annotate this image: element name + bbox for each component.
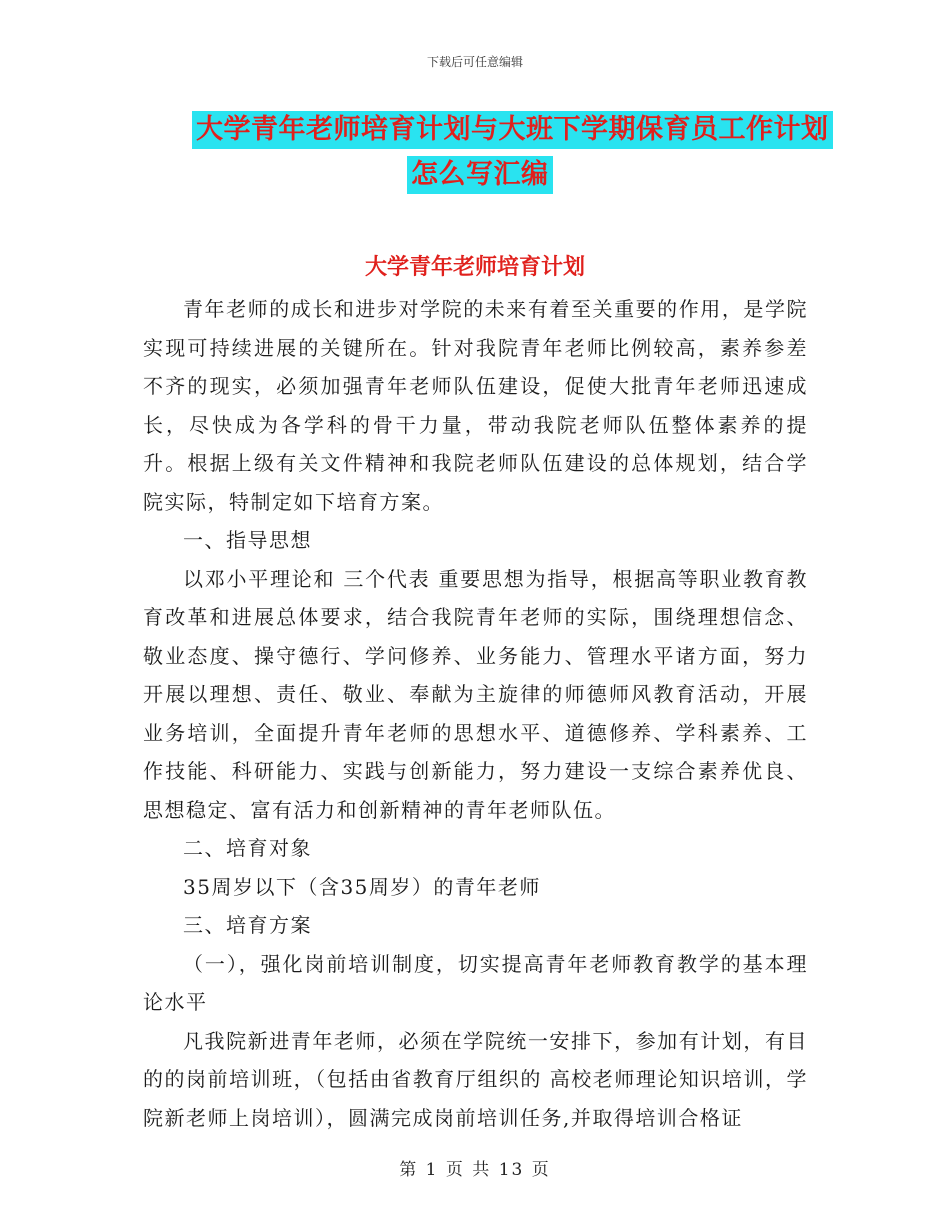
document-title-line-2: 怎么写汇编 <box>407 156 553 194</box>
document-body <box>143 290 808 1137</box>
guiding-ideology-paragraph: 以邓小平理论和 三个代表 重要思想为指导，根据高等职业教育教育改革和进展总体要求，结合我院青年老师的实际，围绕理想信念、敬业态度、操守德行、学问修养、业务能力、管理水平诸方面，努力开展以理想、责任、敬业、奉献为主旋律的师德师风教育活动，开展业务培训，全面提升青年老师的思想水平、道德修养、学科素养、工作技能、科研能力、实践与创新能力，努力建设一支综合素养优良、思想稳定、富有活力和创新精神的青年老师队伍。 <box>143 566 808 822</box>
intro-paragraph: 青年老师的成长和进步对学院的未来有着至关重要的作用，是学院实现可持续进展的关键所在。针对我院青年老师比例较高，素养参差不齐的现实，必须加强青年老师队伍建设，促使大批青年老师迅速成长，尽快成为各学科的骨干力量，带动我院老师队伍整体素养的提升。根据上级有关文件精神和我院老师队伍建设的总体规划，结合学院实际，特制定如下培育方案。 <box>143 297 808 514</box>
heading-training-target: 二、培育对象 <box>183 836 312 860</box>
header-note: 下载后可任意编辑 <box>426 55 523 69</box>
document-title-line-1: 大学青年老师培育计划与大班下学期保育员工作计划 <box>192 111 833 149</box>
training-target-paragraph: 35周岁以下（含35周岁）的青年老师 <box>183 874 541 899</box>
plan-item-1-heading: （一），强化岗前培训制度，切实提高青年老师教育教学的基本理论水平 <box>143 951 808 1014</box>
heading-training-plan: 三、培育方案 <box>183 913 312 937</box>
section-title: 大学青年老师培育计划 <box>364 254 585 280</box>
page-footer: 第 1 页 共 13 页 <box>399 1160 551 1180</box>
heading-guiding-ideology: 一、指导思想 <box>183 528 312 552</box>
plan-item-1-paragraph: 凡我院新进青年老师，必须在学院统一安排下，参加有计划，有目的的岗前培训班，（包括由省教育厅组织的 高校老师理论知识培训，学院新老师上岗培训），圆满完成岗前培训任务,并取得培训合格证 <box>143 1028 808 1130</box>
